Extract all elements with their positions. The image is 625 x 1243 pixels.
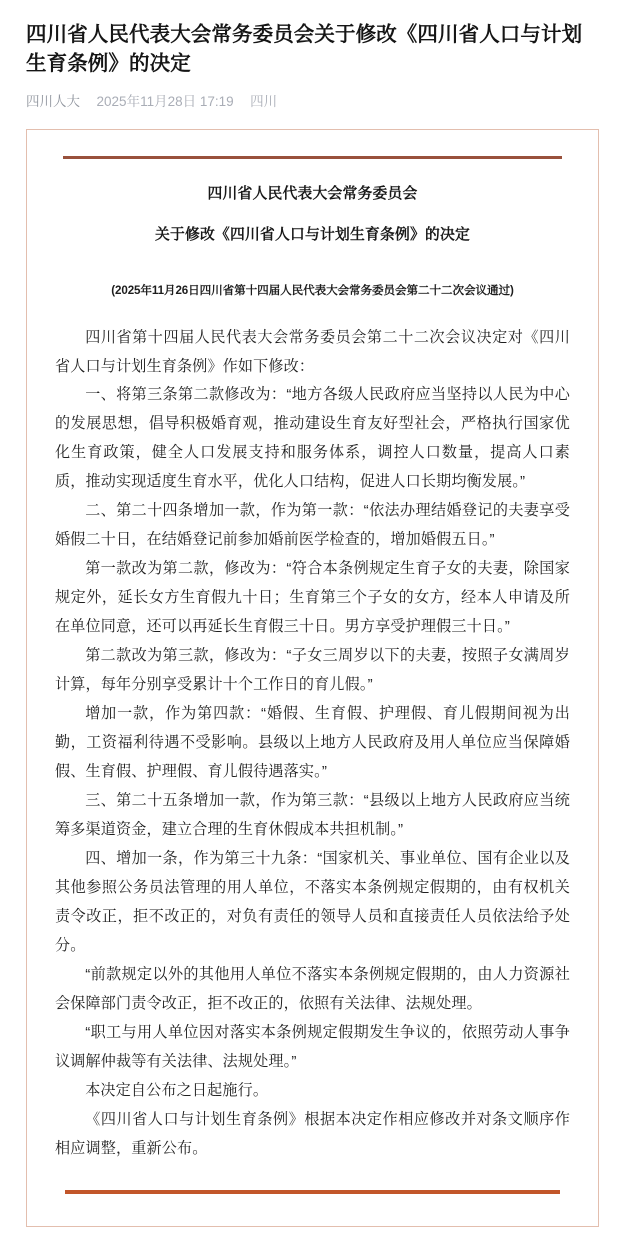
article-header <box>0 0 625 111</box>
document-body <box>49 183 576 1164</box>
page-title: 四川省人民代表大会常务委员会关于修改《四川省人口与计划生育条例》的决定 <box>26 23 583 76</box>
document-paragraph: 四川省第十四届人民代表大会常务委员会第二十二次会议决定对《四川省人口与计划生育条例》作如下修改： <box>55 328 570 375</box>
byline-location: 四川 <box>250 94 278 110</box>
byline-datetime: 2025年11月28日 17:19 <box>96 94 234 110</box>
document-title-line-2: 关于修改《四川省人口与计划生育条例》的决定 <box>155 226 470 243</box>
document-title-line-1: 四川省人民代表大会常务委员会 <box>207 185 418 202</box>
document-paragraph: 本决定自公布之日起施行。 <box>85 1081 269 1099</box>
document-paragraph: “前款规定以外的其他用人单位不落实本条例规定假期的，由人力资源社会保障部门责令改正，拒不改正的，依照有关法律、法规处理。 <box>55 965 570 1012</box>
decorative-rule-bottom <box>65 1190 560 1194</box>
document-paragraph: 四、增加一条，作为第三十九条：“国家机关、事业单位、国有企业以及其他参照公务员法管理的用人单位，不落实本条例规定假期的，由有权机关责令改正，拒不改正的，对负有责任的领导人员和直接责任人员依法给予处分。 <box>55 849 570 954</box>
decorative-rule-top <box>63 156 562 159</box>
document-paragraphs <box>55 324 570 1164</box>
document-paragraph: 一、将第三条第二款修改为：“地方各级人民政府应当坚持以人民为中心的发展思想，倡导积极婚育观，推动建设生育友好型社会，严格执行国家优化生育政策，健全人口发展支持和服务体系，调控人口数量，提高人口素质，推动实现适度生育水平，优化人口结构，促进人口长期均衡发展。” <box>55 386 570 491</box>
document-paragraph: 第二款改为第三款，修改为：“子女三周岁以下的夫妻，按照子女满周岁计算，每年分别享受累计十个工作日的育儿假。” <box>55 647 570 694</box>
document-paragraph: 增加一款，作为第四款：“婚假、生育假、护理假、育儿假期间视为出勤，工资福利待遇不受影响。县级以上地方人民政府及用人单位应当保障婚假、生育假、护理假、育儿假待遇落实。” <box>55 705 570 781</box>
document-paragraph: 二、第二十四条增加一款，作为第一款：“依法办理结婚登记的夫妻享受婚假二十日，在结婚登记前参加婚前医学检查的，增加婚假五日。” <box>55 502 570 549</box>
byline-source[interactable]: 四川人大 <box>26 94 80 110</box>
document-paragraph: 三、第二十五条增加一款，作为第三款：“县级以上地方人民政府应当统筹多渠道资金，建立合理的生育休假成本共担机制。” <box>55 792 570 838</box>
document-paragraph: 第一款改为第二款，修改为：“符合本条例规定生育子女的夫妻，除国家规定外，延长女方生育假九十日；生育第三个子女的女方，经本人申请及所在单位同意，还可以再延长生育假三十日。男方享受护理假三十日。” <box>55 560 570 636</box>
document-card <box>26 129 599 1227</box>
document-title <box>55 183 570 246</box>
document-paragraph: 《四川省人口与计划生育条例》根据本决定作相应修改并对条文顺序作相应调整，重新公布。 <box>55 1110 570 1157</box>
document-paragraph: “职工与用人单位因对落实本条例规定假期发生争议的，依照劳动人事争议调解仲裁等有关法律、法规处理。” <box>55 1023 570 1070</box>
document-subtitle: (2025年11月26日四川省第十四届人民代表大会常务委员会第二十二次会议通过) <box>111 284 514 298</box>
article-byline <box>26 93 599 111</box>
